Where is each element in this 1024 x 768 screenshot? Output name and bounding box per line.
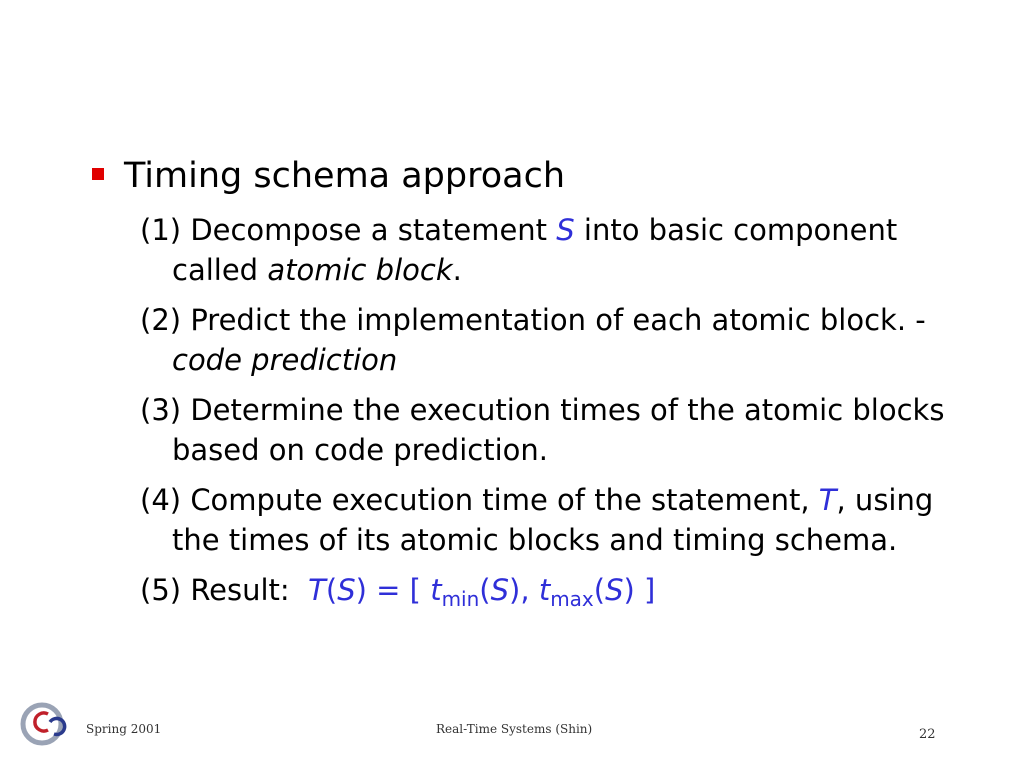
formula-S: S xyxy=(605,573,624,607)
step-text: , using the times of its atomic blocks and timing schema. xyxy=(172,483,934,557)
bullet-square-icon xyxy=(92,168,104,180)
formula-S: S xyxy=(337,573,356,607)
formula-close: ) ] xyxy=(623,573,656,607)
step-number: (4) xyxy=(140,483,182,517)
bullet-heading-row xyxy=(92,152,565,200)
step-number: (5) xyxy=(140,573,182,607)
step-text: . xyxy=(452,253,462,287)
step-4 xyxy=(140,480,960,560)
formula-T: T xyxy=(308,573,326,607)
step-number: (1) xyxy=(140,213,182,247)
step-5 xyxy=(140,570,960,610)
step-text: Predict the implementation of each atomic block. - xyxy=(190,303,926,337)
term-atomic-block: atomic block xyxy=(267,253,453,287)
step-text: Determine the execution times of the atomic blocks based on code prediction. xyxy=(172,393,945,467)
footer-center: Real-Time Systems (Shin) xyxy=(436,722,593,736)
step-number: (3) xyxy=(140,393,182,427)
page-number: 22 xyxy=(919,727,936,742)
result-formula: T(S) = [ $t_{min}(S)$, $t_{max}(S)$ ] xyxy=(308,573,656,611)
step-text: Compute execution time of the statement, xyxy=(190,483,810,517)
logo-icon xyxy=(20,700,68,748)
formula-max-subscript: max xyxy=(550,587,594,611)
step-3 xyxy=(140,390,960,470)
formula-t: t xyxy=(430,573,442,607)
term-code-prediction: code prediction xyxy=(172,343,398,377)
formula-t: t xyxy=(538,573,551,607)
step-1 xyxy=(140,210,960,290)
footer-left: Spring 2001 xyxy=(86,722,162,736)
steps-list xyxy=(140,210,960,620)
step-text: Result: xyxy=(190,573,290,607)
formula-S: S xyxy=(490,573,510,607)
formula-equals: ) = [ xyxy=(355,573,421,607)
variable-s: S xyxy=(556,213,575,247)
variable-t: T xyxy=(818,483,837,517)
formula-min-subscript: min xyxy=(441,587,480,611)
heading: Timing schema approach xyxy=(124,156,566,196)
step-number: (2) xyxy=(140,303,182,337)
step-text: into basic component called xyxy=(172,213,898,287)
step-2 xyxy=(140,300,960,380)
step-text: Decompose a statement xyxy=(190,213,548,247)
